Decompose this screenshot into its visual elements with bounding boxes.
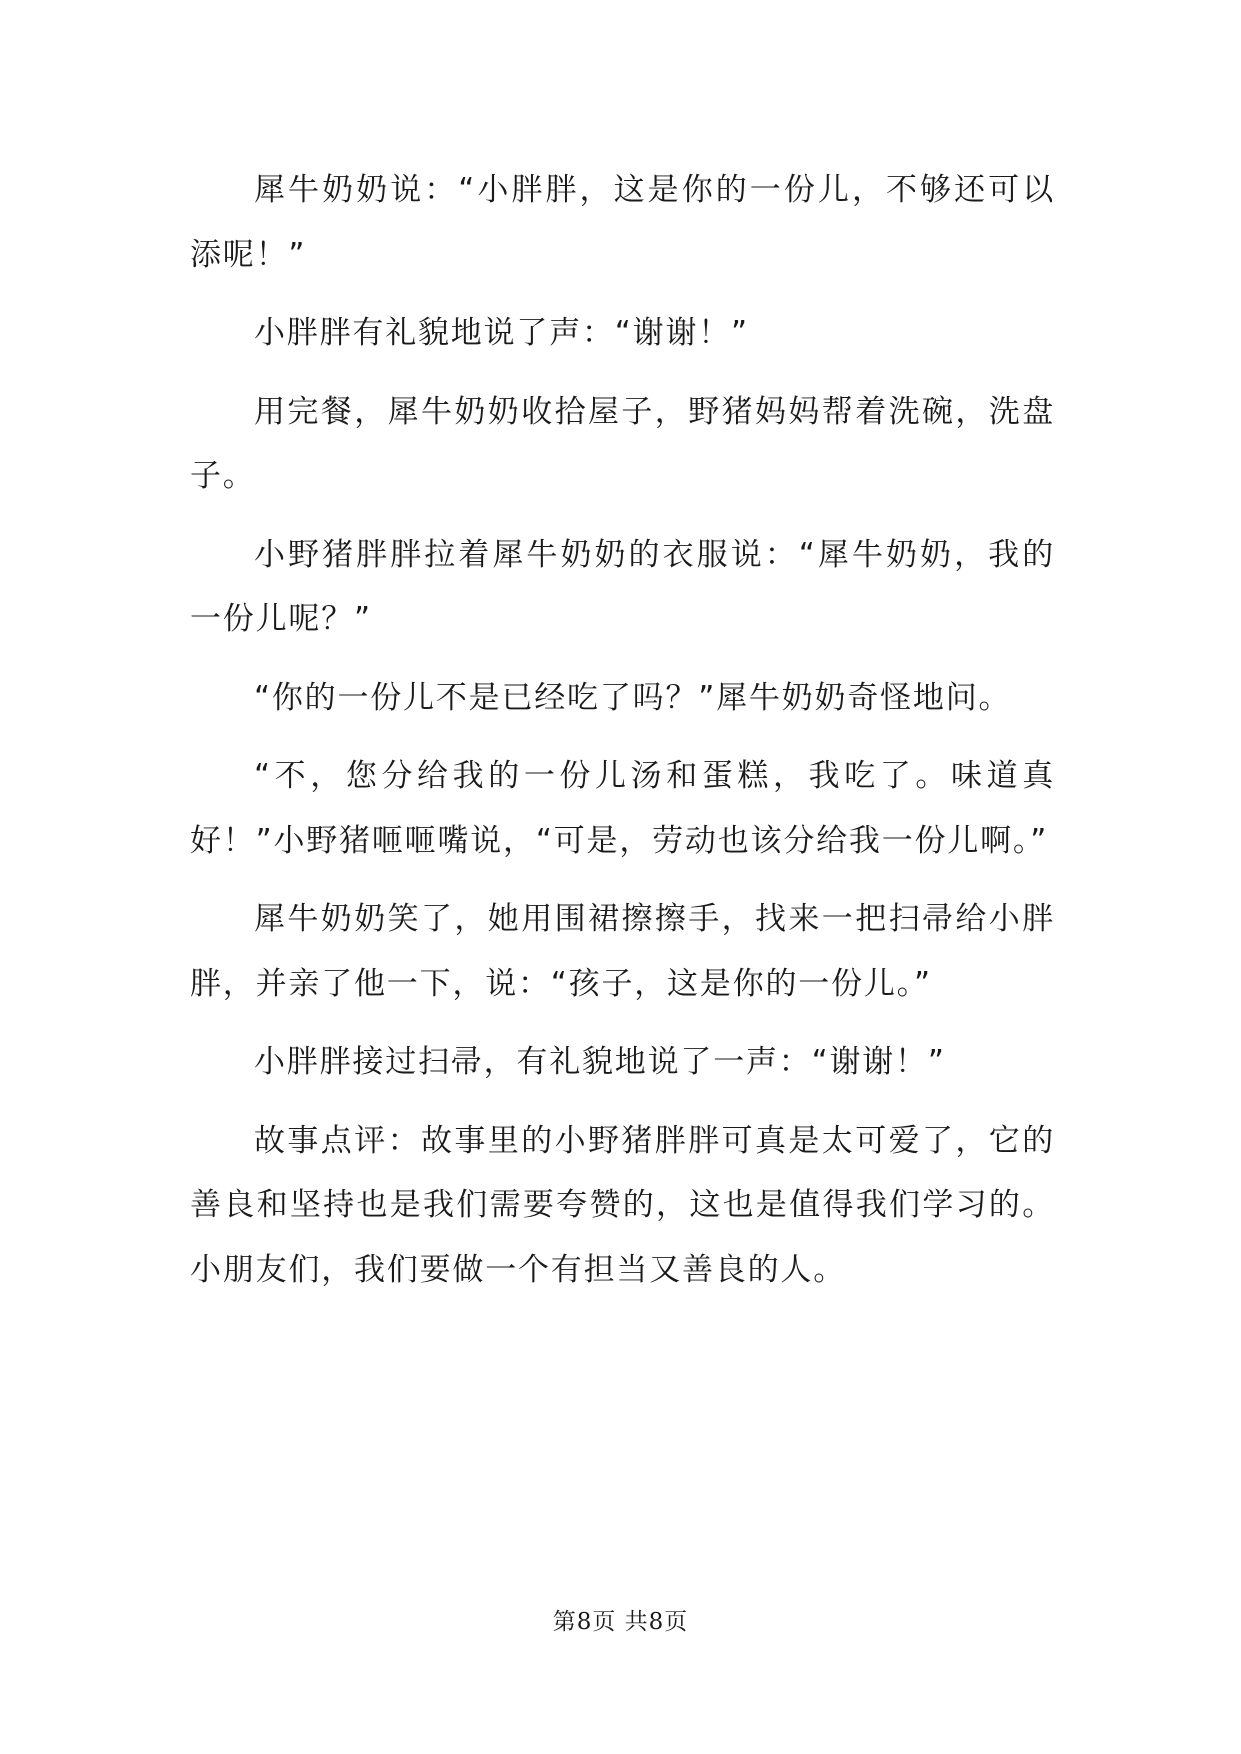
paragraph: 小胖胖接过扫帚，有礼貌地说了一声：“谢谢！” <box>254 1044 946 1080</box>
paragraph: 小胖胖有礼貌地说了声：“谢谢！” <box>254 315 749 351</box>
paragraph: “你的一份儿不是已经吃了吗？”犀牛奶奶奇怪地问。 <box>254 679 1012 716</box>
paragraph: 小野猪胖胖拉着犀牛奶奶的衣服说：“犀牛奶奶，我的一份儿呢？” <box>190 536 1055 637</box>
paragraph: 用完餐，犀牛奶奶收拾屋子，野猪妈妈帮着洗碗，洗盘子。 <box>190 393 1055 494</box>
paragraph: 犀牛奶奶说：“小胖胖，这是你的一份儿，不够还可以添呢！” <box>190 172 1055 273</box>
paragraph: “不，您分给我的一份儿汤和蛋糕，我吃了。味道真好！”小野猪咂咂嘴说，“可是，劳动也该分给我一份儿啊。” <box>190 758 1055 859</box>
document-body <box>190 158 1055 1316</box>
page-number-footer: 第8页 共8页 <box>552 1609 689 1635</box>
paragraph: 故事点评：故事里的小野猪胖胖可真是太可爱了，它的善良和坚持也是我们需要夸赞的，这也是值得我们学习的。小朋友们，我们要做一个有担当又善良的人。 <box>190 1122 1055 1288</box>
paragraph: 犀牛奶奶笑了，她用围裙擦擦手，找来一把扫帚给小胖胖，并亲了他一下，说：“孩子，这是你的一份儿。” <box>190 901 1055 1002</box>
